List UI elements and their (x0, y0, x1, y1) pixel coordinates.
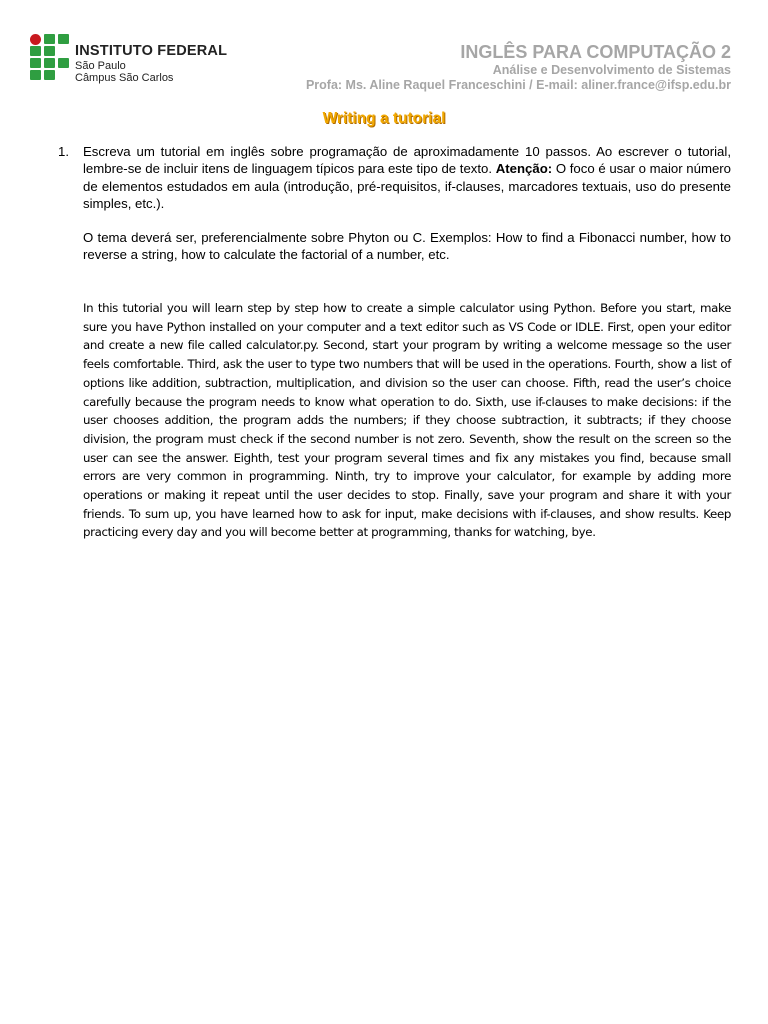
tutorial-answer-text: In this tutorial you will learn step by step how to create a simple calculator using Python. Before you start, make sure you have Python installed on your computer and a text editor such as VS Code or IDLE. First, open your editor and create a new file called calculator.py. Second, start your program by writing a welcome message so the user feels comfortable. Third, ask the user to type two numbers that will be used in the operations. Fourth, show a list of options like addition, subtraction, multiplication, and division so the user can choose. Fifth, read the user’s choice carefully because the program needs to know what operation to do. Sixth, use if-clauses to make decisions: if the user chooses addition, the program adds the numbers; if they choose subtraction, it subtracts; if they choose division, the program must check if the second number is not zero. Seventh, show the result on the screen so the user can see the answer. Eighth, test your program several times and fix any mistakes you find, because small errors are very common in programming. Ninth, try to improve your calculator, for example by adding more operations or making it repeat until the user decides to stop. Finally, save your program and share it with your friends. To sum up, you have learned how to ask for input, make decisions with if-clauses, and show results. Keep practicing every day and you will become better at programming, thanks for watching, bye. (83, 301, 731, 540)
course-title: INGLÊS PARA COMPUTAÇÃO 2 (460, 42, 731, 62)
logo-title: INSTITUTO FEDERAL (75, 43, 228, 59)
exercise-paragraph-2: O tema deverá ser, preferencialmente sobre Phyton ou C. Exemplos: How to find a Fibonacci number, how to reverse a string, how to calculate the factorial of a number, etc. (83, 229, 731, 263)
logo-subtitle-campus: Câmpus São Carlos (75, 72, 174, 84)
program-name: Análise e Desenvolvimento de Sistemas (492, 63, 731, 77)
exercise-paragraph-1: Escreva um tutorial em inglês sobre programação de aproximadamente 10 passos. Ao escrever o tutorial, lembre-se de incluir itens de linguagem típicos para este tipo de texto. Atenção: O foco é usar o maior número de elementos estudados em aula (introdução, pré-requisitos, if-clauses, marcadores textuais, uso do presente simples, etc.). (83, 144, 732, 212)
exercise-item (58, 143, 731, 279)
professor-info: Profa: Ms. Aline Raquel Franceschini / E-mail: aliner.france@ifsp.edu.br (305, 78, 731, 92)
exercise-text (83, 143, 731, 263)
institution-logo (30, 34, 230, 86)
attention-label: Atenção: (495, 161, 553, 177)
page-title: Writing a tutorial (322, 110, 446, 127)
logo-subtitle-state: São Paulo (75, 60, 126, 72)
exercise-number: 1. (58, 144, 69, 159)
document-header (306, 42, 731, 93)
logo-grid-icon (30, 34, 70, 82)
